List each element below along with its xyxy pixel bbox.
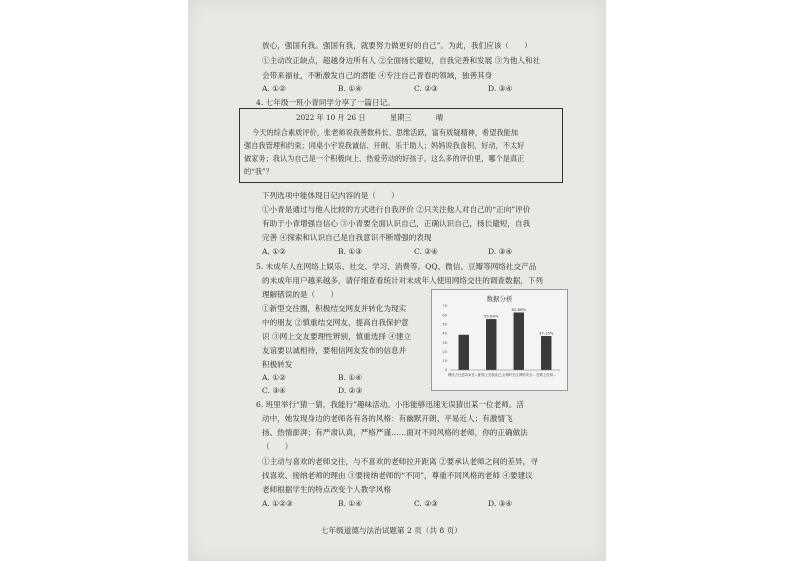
bar [541, 336, 551, 370]
bar-value-label: 62.89% [511, 307, 526, 313]
diary-weekday: 星期三 [390, 113, 412, 122]
q3-option-c: C. ②③ [414, 84, 438, 93]
q5-option-b: B. ①④ [338, 373, 363, 382]
bar [514, 313, 524, 370]
y-tick-label: 0 [444, 368, 447, 373]
q6-option-b: B. ①④ [338, 499, 363, 508]
q6-line: 6. 班里举行“猜一猜，我能行”趣味活动。小彤能够迅速无误猜出某一位老师。活 [256, 400, 525, 409]
q4-option-d: D. ③④ [488, 247, 513, 256]
q6-line: 找喜欢、接纳老师的理由 ③要接纳老师的“不同”，尊重不同风格的老师 ④要建议 [262, 471, 533, 480]
q3-option-b: B. ①④ [338, 84, 363, 93]
category-label: 上网时关注网络安全... [501, 373, 536, 377]
q6-line: 扬、热情澎湃；有严肃认真，严格严谨……面对不同风格的老师，你的正确做法 [262, 428, 528, 437]
q3-line1: 放心，强国有我。强国有我，就要努力做更好的自己”。为此，我们应该（ ） [262, 41, 532, 50]
category-label: 在网上交朋友已... [477, 373, 505, 377]
survey-bar-chart [431, 289, 568, 391]
diary-weather: 晴 [436, 113, 444, 122]
y-tick-label: 60 [442, 313, 447, 318]
diary-line: 做家务；我认为自己是一个积极向上、热爱劳动的好孩子。这么多的评价里，哪个是真正 [244, 154, 525, 163]
diary-date: 2022 年 10 月 26 日 [296, 113, 366, 122]
q5-stem-line: 理解错误的是（ ） [262, 290, 338, 299]
diary-line: 的“我”？ [244, 167, 273, 176]
q6-line: ①主动与喜欢的老师交往，与不喜欢的老师拉开距离 ②要承认老师之间的差异，寻 [262, 457, 538, 466]
bar [486, 319, 496, 370]
q3-line2: ①主动改正缺点，超越身边所有人 ②全面扬长避短，自我完善和发展 ③为他人和社 [262, 56, 541, 65]
q6-line: 老师根据学生的特点改变个人教学风格 [262, 485, 392, 494]
bar [459, 335, 469, 370]
q6-option-d: D. ③④ [488, 499, 513, 508]
q4-option-a: A. ①② [262, 247, 286, 256]
page-footer: 七年级道德与法治试题第 2 页（共 8 页） [321, 526, 462, 535]
y-tick-label: 10 [442, 359, 447, 364]
q4-stem: 4. 七年级一班小青同学分享了一篇日记。 [256, 98, 395, 107]
diary-line: 强自我管理和约束；同桌小宇说我诚信、开朗、乐于助人；妈妈说我食积、好动，不太好 [244, 141, 525, 150]
y-tick-label: 40 [442, 331, 447, 336]
q5-choice-line: ①新型交往圈，积极结交网友并转化为现实 [262, 304, 407, 313]
q4-option-b: B. ①③ [338, 247, 363, 256]
bar-value-label: 55.69% [484, 313, 499, 319]
q5-choice-line: 识 ③网上交友要理性辨别，慎重选择 ④建立 [262, 332, 412, 341]
diary-line: 今天的综合素质评价，张老师说我善数科长、思维活跃，富有质疑精神，希望我能加 [252, 128, 518, 137]
y-tick-label: 70 [442, 304, 447, 309]
q5-stem-line: 5. 未成年人在网络上娱乐、社交、学习、消费等。QQ、微信、豆瓣等网络社交产品 [256, 262, 537, 271]
q4-option-c: C. ②④ [414, 247, 438, 256]
q5-choice-line: 中的朋友 ②慎重结交网友，提高自我保护意 [262, 318, 409, 327]
q5-choice-line: 友谊要以诚相待，要相信网友发布的信息并 [262, 346, 407, 355]
bar-value-label: 37.15% [539, 330, 554, 336]
y-tick-label: 50 [442, 322, 447, 327]
q4-prompt: 下列选项中能体现日记内容的是（ ） [262, 191, 399, 200]
diary-box [239, 108, 563, 183]
q3-line3: 会带来福祉，不断激发自己的潜能 ④专注自己青春的领域，独善其身 [262, 71, 493, 80]
y-tick-label: 20 [442, 349, 447, 354]
category-label: 在网上经常... [536, 373, 557, 377]
q6-option-c: C. ②③ [414, 499, 438, 508]
chart-title: 数据分析 [486, 295, 513, 303]
q3-option-d: D. ③④ [488, 84, 513, 93]
q6-line: 动中，她发现身边的老师各有各的风格：有幽默开朗、平易近人；有激情飞 [262, 414, 513, 423]
q5-option-c: C. ③④ [262, 386, 286, 395]
q5-option-a: A. ①② [262, 373, 286, 382]
q5-stem-line: 的未成年用户越来越多，请仔细查看统计对未成年人使用网络交往的调查数据，下列 [262, 276, 543, 285]
q5-option-d: D. ②③ [338, 386, 363, 395]
q3-option-a: A. ①② [262, 84, 286, 93]
q5-choice-line: 积极转发 [262, 360, 293, 369]
q4-choice-line: 完善 ④探索和认识自己是自我意识不断增强的表现 [262, 233, 432, 242]
category-label: 网民占比近2/3(在...) [447, 373, 480, 377]
q6-line: （ ） [262, 442, 293, 451]
y-tick-label: 30 [442, 340, 447, 345]
chart-plot [432, 290, 567, 390]
q4-choice-line: 有助于小青增强自信心 ③小青要全面认识自己，正确认识自己，扬长避短，自我 [262, 219, 531, 228]
q6-option-a: A. ①②③ [262, 499, 293, 508]
q4-choice-line: ①小青是通过与他人比较的方式进行自我评价 ②只关注他人对自己的“正向”评价 [262, 205, 531, 214]
